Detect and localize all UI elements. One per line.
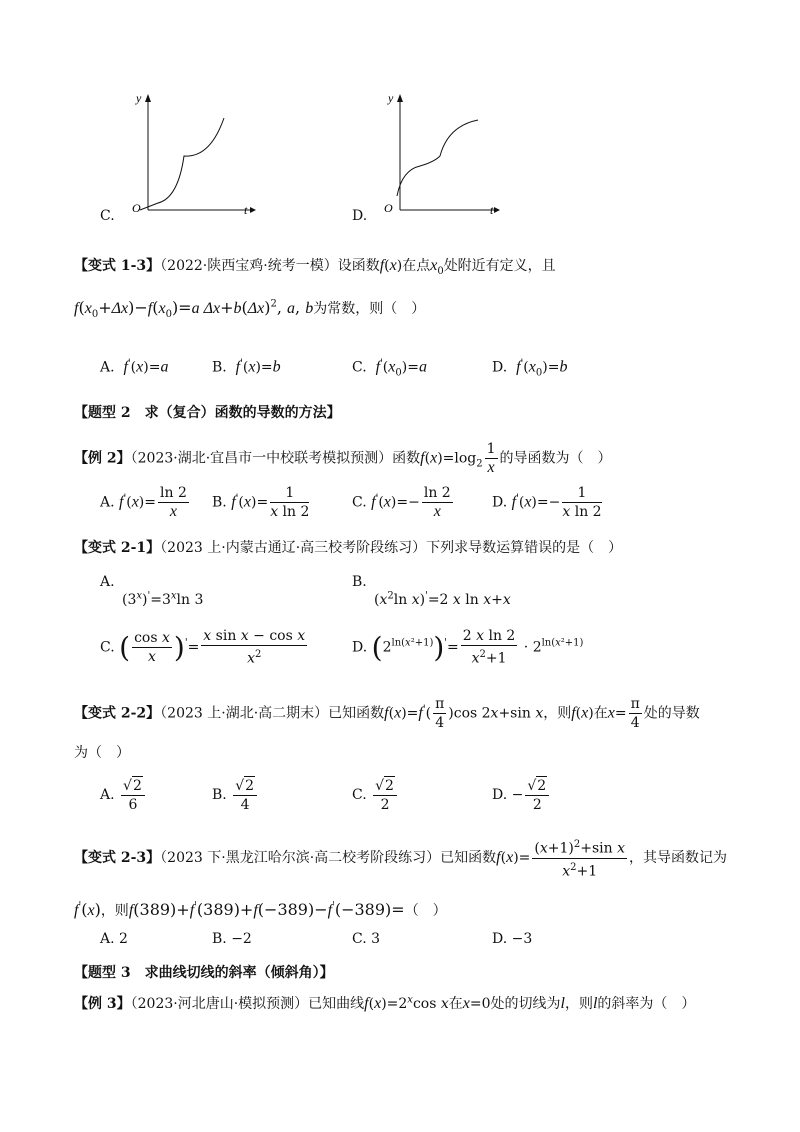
ex2-option-c[interactable]: C. f'(x)=− $\frac{\ln 2}{x}$ [352, 485, 451, 520]
problem-ex2-stem: 【例 2】（2023·湖北·宜昌市一中校联考模拟预测）函数$f(x)=\log_2$ $\frac{1}{x}$ 的导函数为（ ） [74, 441, 612, 476]
section-title-type3: 【题型 3 求曲线切线的斜率（倾斜角）】 [74, 965, 334, 981]
graph-c-origin: O [132, 201, 141, 215]
problem-v21-stem: 【变式 2-1】（2023 上·内蒙古通辽·高三校考阶段练习）下列求导数运算错误的是（ ） [74, 540, 623, 556]
graph-d-origin: O [384, 201, 393, 215]
graph-d-y-label: y [388, 91, 394, 105]
graph-c-y-label: y [136, 91, 142, 105]
v22-option-a[interactable]: A. $\frac{√2}{6}$ [100, 776, 147, 814]
problem-ex3-stem: 【例 3】（2023·河北唐山·模拟预测）已知曲线$f(x)=2^x\cos$ x在x=0处的切线为l，则l的斜率为（ ） [74, 994, 696, 1012]
problem-source: （2022·陕西宝鸡·统考一模）设函数 [160, 258, 380, 274]
v21-option-a[interactable]: A. $(3^x)'=3^x\ln$ 3 [100, 574, 204, 608]
option-d-label: D. [352, 208, 368, 224]
v23-option-b[interactable]: B. −2 [212, 931, 252, 947]
graph-c [120, 90, 260, 220]
v21-option-d[interactable]: D. $(2^{ln(x^2+1)})'=$ $\frac{\text{2 x ln 2}}{x^2+1}$ · $2^{ln(x^2+1)}$ [352, 628, 584, 667]
v13-option-b[interactable]: B. f'(x)=b [212, 358, 281, 376]
graph-d-curve [397, 120, 478, 196]
v21-option-b[interactable]: B. ($x^2\ln$ x)'=2 x ln x+x [352, 574, 511, 608]
problem-v13-stem: 【变式 1-3】（2022·陕西宝鸡·统考一模）设函数f(x)在点$x_0$处附近有定义，且 [74, 257, 556, 277]
v13-option-d[interactable]: D. $f'(x_0)=b$ [492, 358, 568, 379]
section-title-type2: 【题型 2 求（复合）函数的导数的方法】 [74, 405, 341, 421]
v21-option-c[interactable]: C. ( $\frac{\text{cos x}}{x}$ )'= $\frac{\text{x sin x − cos x}}{x^2}$ [100, 628, 306, 667]
graph-d-y-arrow [397, 94, 403, 102]
problem-v22-stem: 【变式 2-2】（2023 上·湖北·高二期末）已知函数f(x)=f'( $\frac{\pi}{4}$ )cos 2x+sin x，则f(x)在x= $\frac{\pi}{4}$ 处的导数 [74, 696, 700, 731]
v22-option-d[interactable]: D. − $\frac{√2}{2}$ [492, 776, 551, 814]
graph-c-y-arrow [145, 94, 151, 102]
v22-option-c[interactable]: C. $\frac{√2}{2}$ [352, 776, 399, 814]
graph-c-x-label: t [244, 203, 248, 217]
problem-v23-stem: 【变式 2-3】（2023 下·黑龙江哈尔滨·高二校考阶段练习）已知函数f(x)= $\frac{(x+1)^2+\sin x}{x^2+1}$ ，其导函数记为 [74, 836, 727, 880]
v23-option-c[interactable]: C. 3 [352, 931, 381, 947]
option-c-label: C. [100, 208, 115, 224]
problem-v23-line2: f'(x)，则f(389)+f'(389)+f(−389)−f'(−389)=（ ） [74, 900, 447, 919]
graph-d [372, 90, 512, 220]
ex2-option-b[interactable]: B. f'(x)= $\frac{1}{\text{x ln 2}}$ [212, 485, 310, 520]
v13-option-a[interactable]: A. f'(x)=a [100, 358, 169, 376]
ex2-option-a[interactable]: A. f'(x)= $\frac{\ln 2}{x}$ [100, 485, 187, 520]
graph-d-x-label: t [490, 203, 494, 217]
problem-v22-line2: 为（ ） [74, 745, 130, 761]
v23-option-d[interactable]: D. −3 [492, 931, 533, 947]
problem-v13-formula: $f(x_0+\Delta x)-f(x_0)=a$ $\Delta x+b(\Delta x)^2$, a, b为常数，则（ ） [74, 298, 426, 321]
graph-c-curve [140, 118, 224, 210]
v22-option-b[interactable]: B. $\frac{√2}{4}$ [212, 776, 259, 814]
v13-option-c[interactable]: C. $f'(x_0)=a$ [352, 358, 427, 379]
problem-tag: 【变式 1-3】 [74, 258, 161, 274]
graph-c-x-arrow [250, 207, 256, 213]
ex2-option-d[interactable]: D. f'(x)=− $\frac{1}{\text{x ln 2}}$ [492, 485, 602, 520]
v23-option-a[interactable]: A. 2 [100, 931, 128, 947]
graph-d-x-arrow [494, 207, 500, 213]
